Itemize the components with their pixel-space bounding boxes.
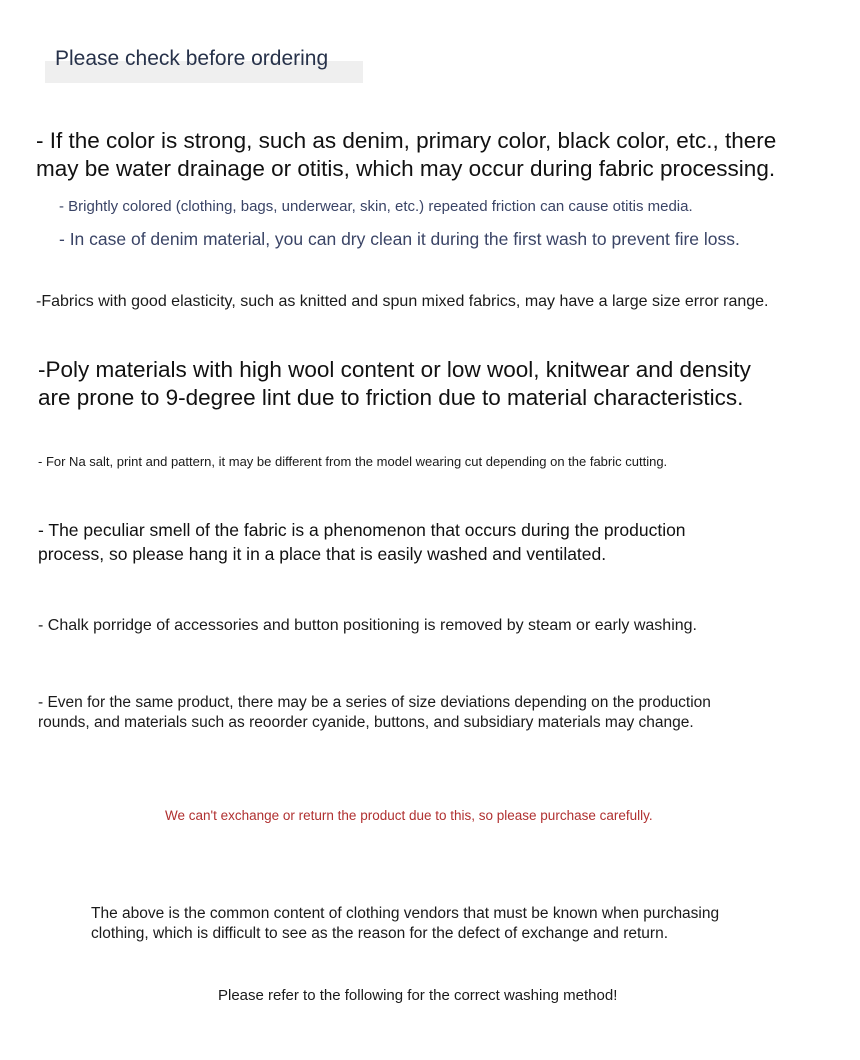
sub-note-friction: - Brightly colored (clothing, bags, underwear, skin, etc.) repeated friction can cause otitis media. bbox=[59, 198, 693, 215]
lint-note-line-2: are prone to 9-degree lint due to friction due to material characteristics. bbox=[38, 385, 744, 410]
size-note-line-1: - Even for the same product, there may be a series of size deviations depending on the production bbox=[38, 694, 711, 711]
sub-note-denim: - In case of denim material, you can dry clean it during the first wash to prevent fire loss. bbox=[59, 229, 740, 249]
chalk-note: - Chalk porridge of accessories and button positioning is removed by steam or early washing. bbox=[38, 617, 697, 634]
smell-note-line-2: process, so please hang it in a place that is easily washed and ventilated. bbox=[38, 544, 607, 564]
lint-note-line-1: -Poly materials with high wool content or low wool, knitwear and density bbox=[38, 357, 751, 382]
elasticity-note: -Fabrics with good elasticity, such as knitted and spun mixed fabrics, may have a large size error range. bbox=[36, 293, 769, 310]
smell-note-line-1: - The peculiar smell of the fabric is a phenomenon that occurs during the production bbox=[38, 520, 686, 540]
size-note-line-2: rounds, and materials such as reoorder cyanide, buttons, and subsidiary materials may change. bbox=[38, 714, 694, 731]
common-note-line-2: clothing, which is difficult to see as the reason for the defect of exchange and return. bbox=[91, 925, 669, 942]
color-note-line-1: - If the color is strong, such as denim, primary color, black color, etc., there bbox=[36, 128, 777, 153]
color-note-line-2: may be water drainage or otitis, which may occur during fabric processing. bbox=[36, 156, 776, 181]
page-heading: Please check before ordering bbox=[55, 47, 329, 70]
pattern-note: - For Na salt, print and pattern, it may be different from the model wearing cut depending on the fabric cutting. bbox=[38, 454, 668, 469]
common-note-line-1: The above is the common content of clothing vendors that must be known when purchasing bbox=[91, 905, 720, 922]
washing-method-reference: Please refer to the following for the correct washing method! bbox=[218, 987, 618, 1004]
return-warning: We can't exchange or return the product due to this, so please purchase carefully. bbox=[165, 808, 653, 823]
